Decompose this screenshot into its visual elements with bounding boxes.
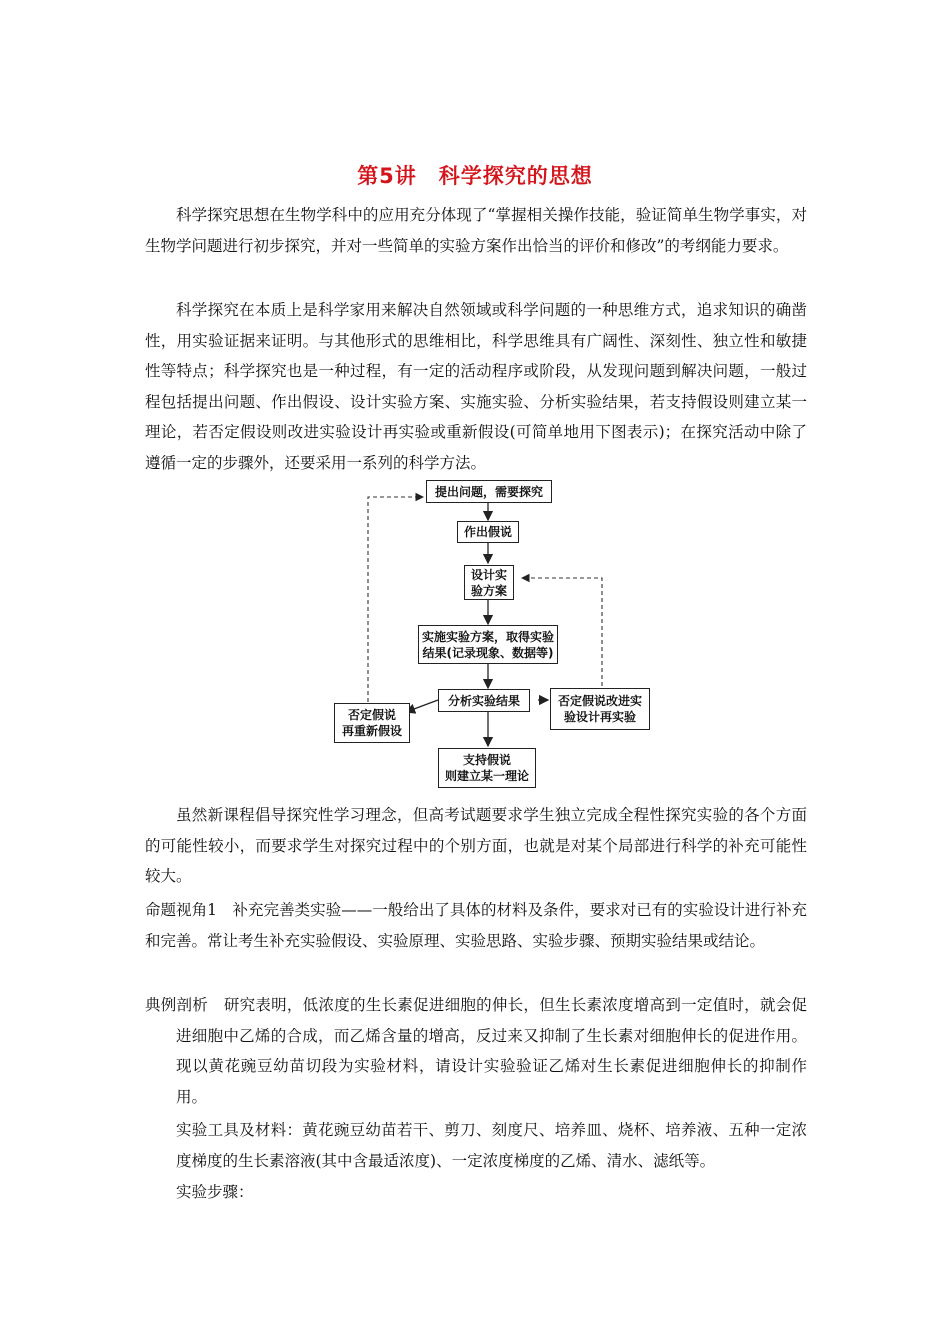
inquiry-paragraph: 科学探究在本质上是科学家用来解决自然领域或科学问题的一种思维方式，追求知识的确凿性，用实验证据来证明。与其他形式的思维相比，科学思维具有广阔性、深刻性、独立性和敏捷性等特点；科学探究也是一种过程，有一定的活动程序或阶段，从发现问题到解决问题，一般过程包括提出问题、作出假设、设计实验方案、实施实验、分析实验结果，若支持假设则建立某一理论，若否定假设则改进实验设计再实验或重新假设(可简单地用下图表示)；在探究活动中除了遵循一定的步骤外，还要采用一系列的科学方法。 (145, 301, 807, 472)
flow-box-reject-rehypothesize: 否定假说 再重新假设 (334, 703, 410, 743)
flow-box-reject-redesign: 否定假说改进实 验设计再实验 (550, 688, 650, 730)
intro-paragraph: 科学探究思想在生物学科中的应用充分体现了“掌握相关操作技能，验证简单生物学事实，对生物学问题进行初步探究，并对一些简单的实验方案作出恰当的评价和修改”的考纲能力要求。 (145, 206, 807, 255)
perspective-paragraph: 命题视角1 补充完善类实验——一般给出了具体的材料及条件，要求对已有的实验设计进行补充和完善。常让考生补充实验假设、实验原理、实验思路、实验步骤、预期实验结果或结论。 (145, 901, 807, 950)
flow-box-implement: 实施实验方案，取得实验 结果(记录现象、数据等) (418, 625, 558, 664)
flow-box-question: 提出问题，需要探究 (426, 480, 552, 503)
materials-paragraph: 实验工具及材料：黄花豌豆幼苗若干、剪刀、刻度尺、培养皿、烧杯、培养液、五种一定浓度梯度的生长素溶液(其中含最适浓度)、一定浓度梯度的乙烯、清水、滤纸等。 (176, 1121, 807, 1170)
flow-box-design: 设计实 验方案 (464, 565, 514, 600)
feedback-left (368, 497, 423, 702)
flow-box-support-theory: 支持假说 则建立某一理论 (438, 748, 536, 788)
inquiry-flowchart (330, 478, 660, 793)
flow-box-analyze: 分析实验结果 (438, 689, 530, 712)
flow-box-hypothesis: 作出假说 (457, 521, 519, 543)
example-paragraph: 典例剖析 研究表明，低浓度的生长素促进细胞的伸长，但生长素浓度增高到一定值时，就会促进细胞中乙烯的合成，而乙烯含量的增高，反过来又抑制了生长素对细胞伸长的促进作用。现以黄花豌豆幼苗切段为实验材料，请设计实验验证乙烯对生长素促进细胞伸长的抑制作用。 (145, 996, 807, 1106)
arrow-5-6 (406, 700, 438, 712)
steps-label: 实验步骤： (176, 1183, 254, 1201)
exam-paragraph: 虽然新课程倡导探究性学习理念，但高考试题要求学生独立完成全程性探究实验的各个方面的可能性较小，而要求学生对探究过程中的个别方面，也就是对某个局部进行科学的补充可能性较大。 (145, 806, 807, 885)
page-title: 第5讲 科学探究的思想 (357, 164, 593, 188)
